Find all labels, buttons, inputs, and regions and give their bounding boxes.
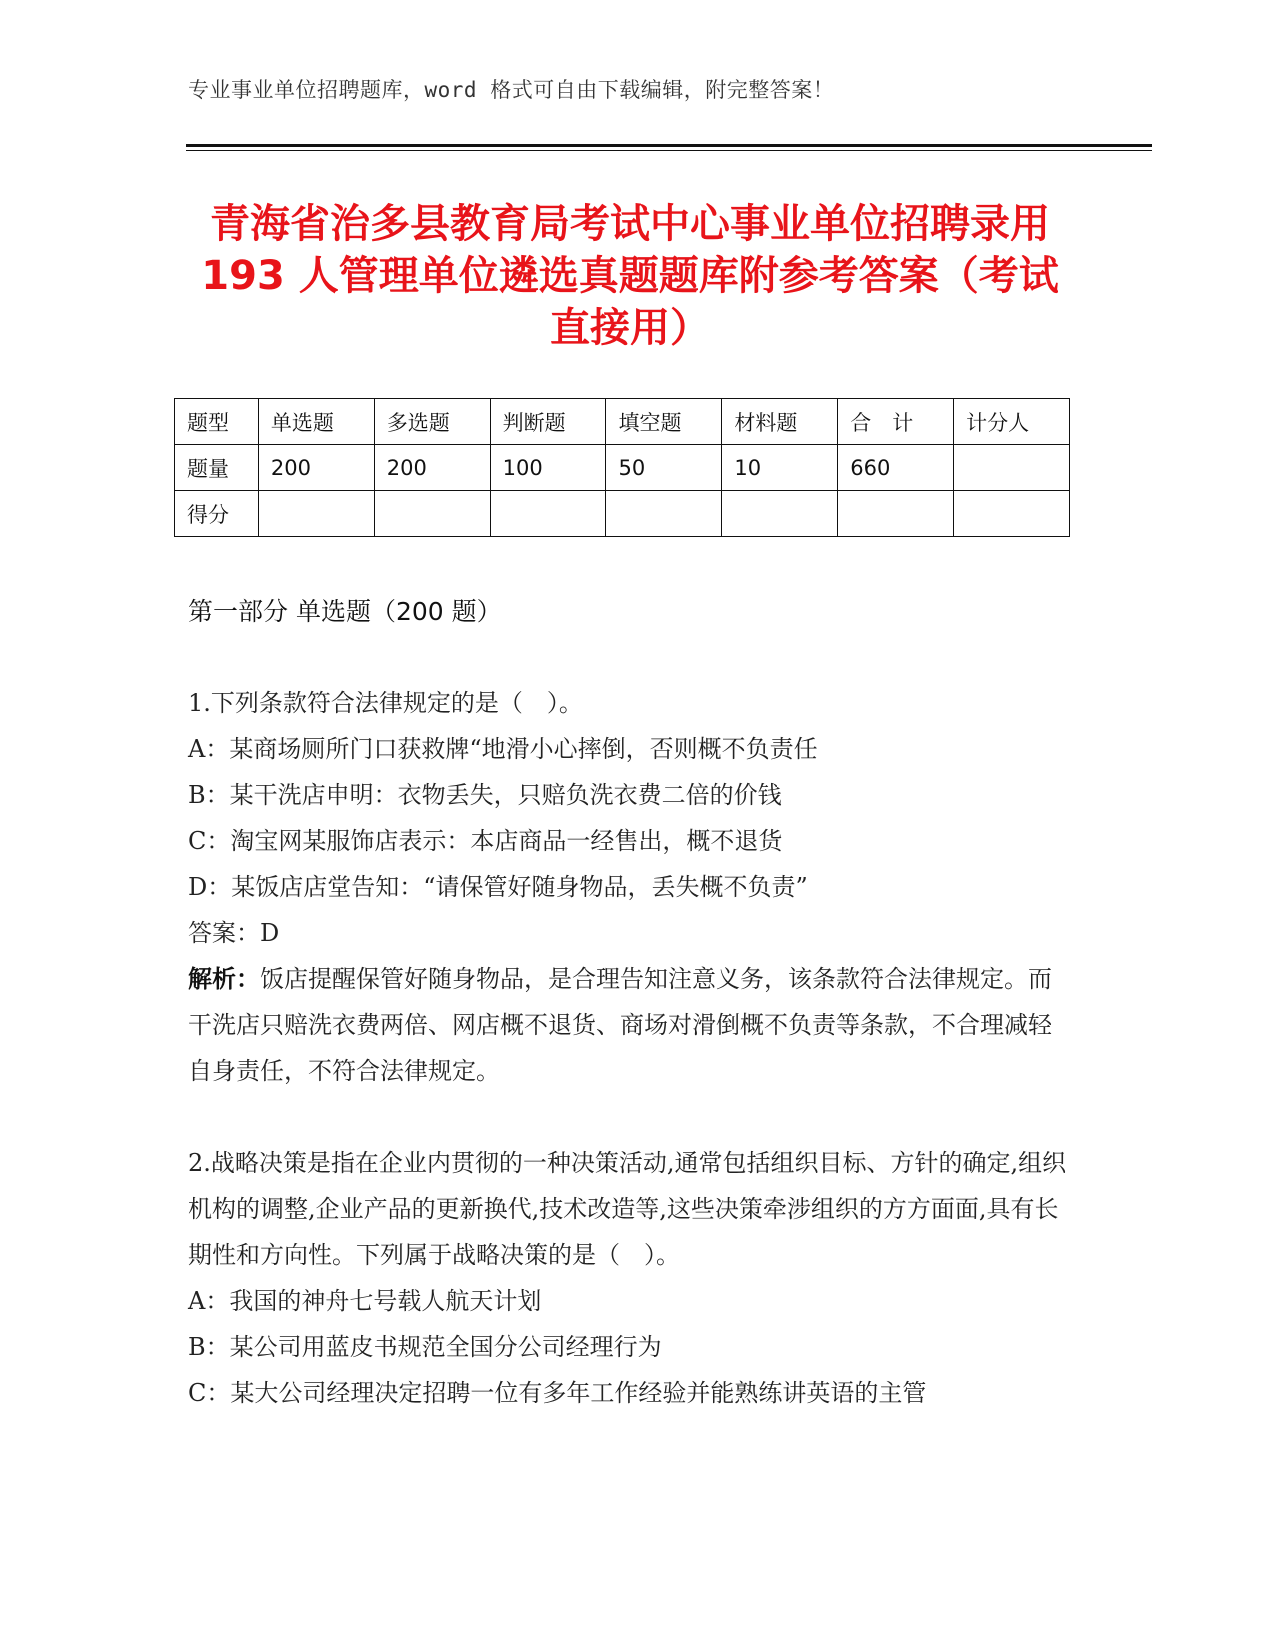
question-2 <box>188 1140 1068 1416</box>
option-b: B：某公司用蓝皮书规范全国分公司经理行为 <box>188 1333 662 1361</box>
question-stem: 1.下列条款符合法律规定的是（ ）。 <box>188 689 583 717</box>
table-cell: 得分 <box>175 491 259 537</box>
header-rule-thin <box>186 150 1152 151</box>
option-a: A：我国的神舟七号载人航天计划 <box>188 1287 542 1315</box>
table-row <box>175 445 1070 491</box>
table-row <box>175 399 1070 445</box>
table-cell <box>490 491 606 537</box>
table-row <box>175 491 1070 537</box>
section-title: 第一部分 单选题（200 题） <box>188 597 502 626</box>
answer-value: D <box>260 919 280 947</box>
table-cell: 题型 <box>175 399 259 445</box>
table-cell: 材料题 <box>722 399 838 445</box>
table-cell: 判断题 <box>490 399 606 445</box>
question-1 <box>188 680 1068 1094</box>
table-cell <box>722 491 838 537</box>
answer-label: 答案： <box>188 919 260 947</box>
table-cell: 200 <box>374 445 490 491</box>
table-cell <box>606 491 722 537</box>
header-note: 专业事业单位招聘题库，word 格式可自由下载编辑，附完整答案！ <box>188 78 835 102</box>
option-b: B：某干洗店申明：衣物丢失，只赔负洗衣费二倍的价钱 <box>188 781 782 809</box>
question-gap <box>188 1094 1068 1140</box>
option-d: D：某饭店店堂告知：“请保管好随身物品，丢失概不负责” <box>188 873 808 901</box>
table-cell <box>838 491 954 537</box>
table-cell: 题量 <box>175 445 259 491</box>
document-title: 青海省治多县教育局考试中心事业单位招聘录用 193 人管理单位遴选真题题库附参考答案（考试直接用） <box>201 201 1059 351</box>
analysis-label: 解析： <box>188 965 260 993</box>
option-c: C：某大公司经理决定招聘一位有多年工作经验并能熟练讲英语的主管 <box>188 1379 927 1407</box>
table-cell <box>954 491 1070 537</box>
table-cell <box>258 491 374 537</box>
question-stem: 2.战略决策是指在企业内贯彻的一种决策活动,通常包括组织目标、方针的确定,组织机构的调整,企业产品的更新换代,技术改造等,这些决策牵涉组织的方方面面,具有长期性和方向性。下列属于战略决策的是（ ）。 <box>188 1149 1067 1269</box>
table-cell: 合 计 <box>838 399 954 445</box>
option-c: C：淘宝网某服饰店表示：本店商品一经售出，概不退货 <box>188 827 783 855</box>
table-cell: 100 <box>490 445 606 491</box>
table-cell: 计分人 <box>954 399 1070 445</box>
table-cell: 填空题 <box>606 399 722 445</box>
analysis <box>188 956 1068 1094</box>
analysis-text: 饭店提醒保管好随身物品，是合理告知注意义务，该条款符合法律规定。而干洗店只赔洗衣费两倍、网店概不退货、商场对滑倒概不负责等条款，不合理减轻自身责任，不符合法律规定。 <box>188 965 1052 1085</box>
answer-line <box>188 910 1068 956</box>
question-list <box>188 680 1068 1416</box>
table-cell <box>954 445 1070 491</box>
option-a: A：某商场厕所门口获救牌“地滑小心摔倒，否则概不负责任 <box>188 735 818 763</box>
score-table <box>174 398 1070 537</box>
table-cell <box>374 491 490 537</box>
table-cell: 200 <box>258 445 374 491</box>
header-rule-thick <box>186 144 1152 147</box>
table-cell: 多选题 <box>374 399 490 445</box>
table-cell: 单选题 <box>258 399 374 445</box>
table-cell: 660 <box>838 445 954 491</box>
table-cell: 50 <box>606 445 722 491</box>
table-cell: 10 <box>722 445 838 491</box>
